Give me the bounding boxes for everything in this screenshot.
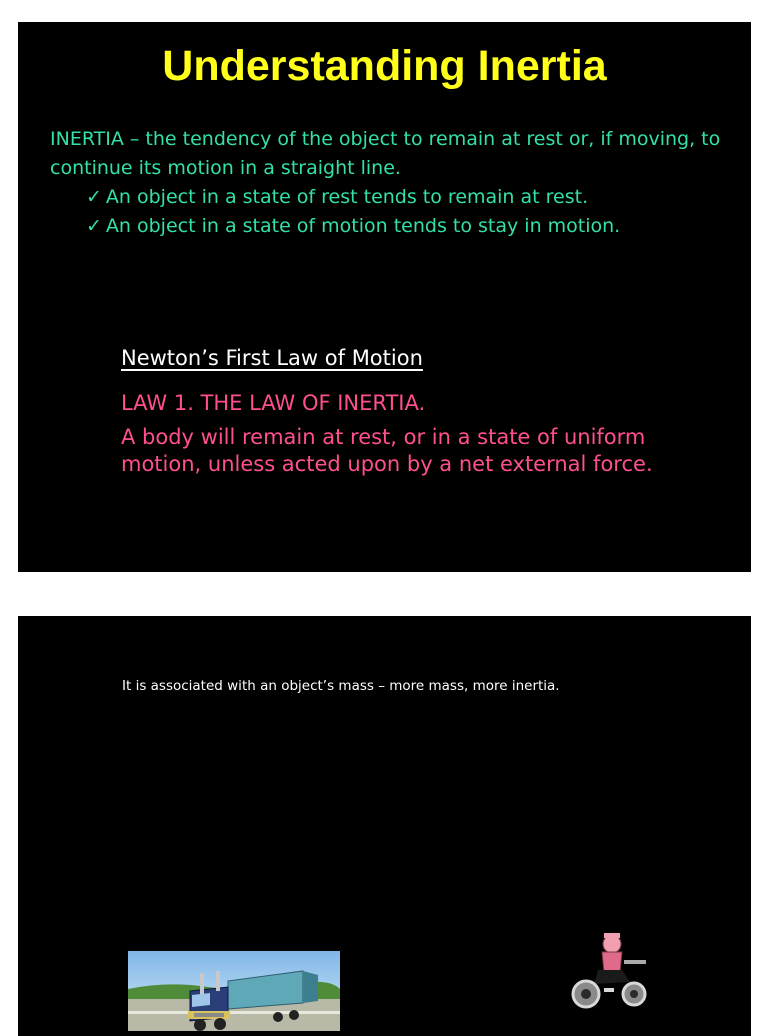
slide-inertia-mass: [18, 616, 751, 1036]
mass-inertia-text: It is associated with an object’s mass – more mass, more inertia.: [122, 678, 560, 694]
law-statement: A body will remain at rest, or in a state of uniform motion, unless acted upon by a net external force.: [121, 425, 653, 476]
slide-understanding-inertia: [18, 22, 751, 572]
slide-title: Understanding Inertia: [162, 42, 607, 90]
bullet-text: An object in a state of rest tends to remain at rest.: [105, 186, 589, 208]
checkmark-icon: ✓: [86, 215, 102, 237]
bullet-item: [86, 183, 730, 212]
inertia-bullet-list: [50, 183, 730, 241]
law-title: LAW 1. THE LAW OF INERTIA.: [121, 391, 426, 415]
motorcycle-rider-image: [564, 930, 654, 1012]
bullet-text: An object in a state of motion tends to stay in motion.: [105, 215, 621, 237]
law-heading: Newton’s First Law of Motion: [121, 346, 423, 370]
bullet-item: [86, 212, 730, 241]
inertia-definition-block: [50, 125, 730, 241]
inertia-definition: INERTIA – the tendency of the object to remain at rest or, if moving, to continue its motion in a straight line.: [50, 128, 721, 179]
truck-image: [128, 951, 340, 1031]
checkmark-icon: ✓: [86, 186, 102, 208]
